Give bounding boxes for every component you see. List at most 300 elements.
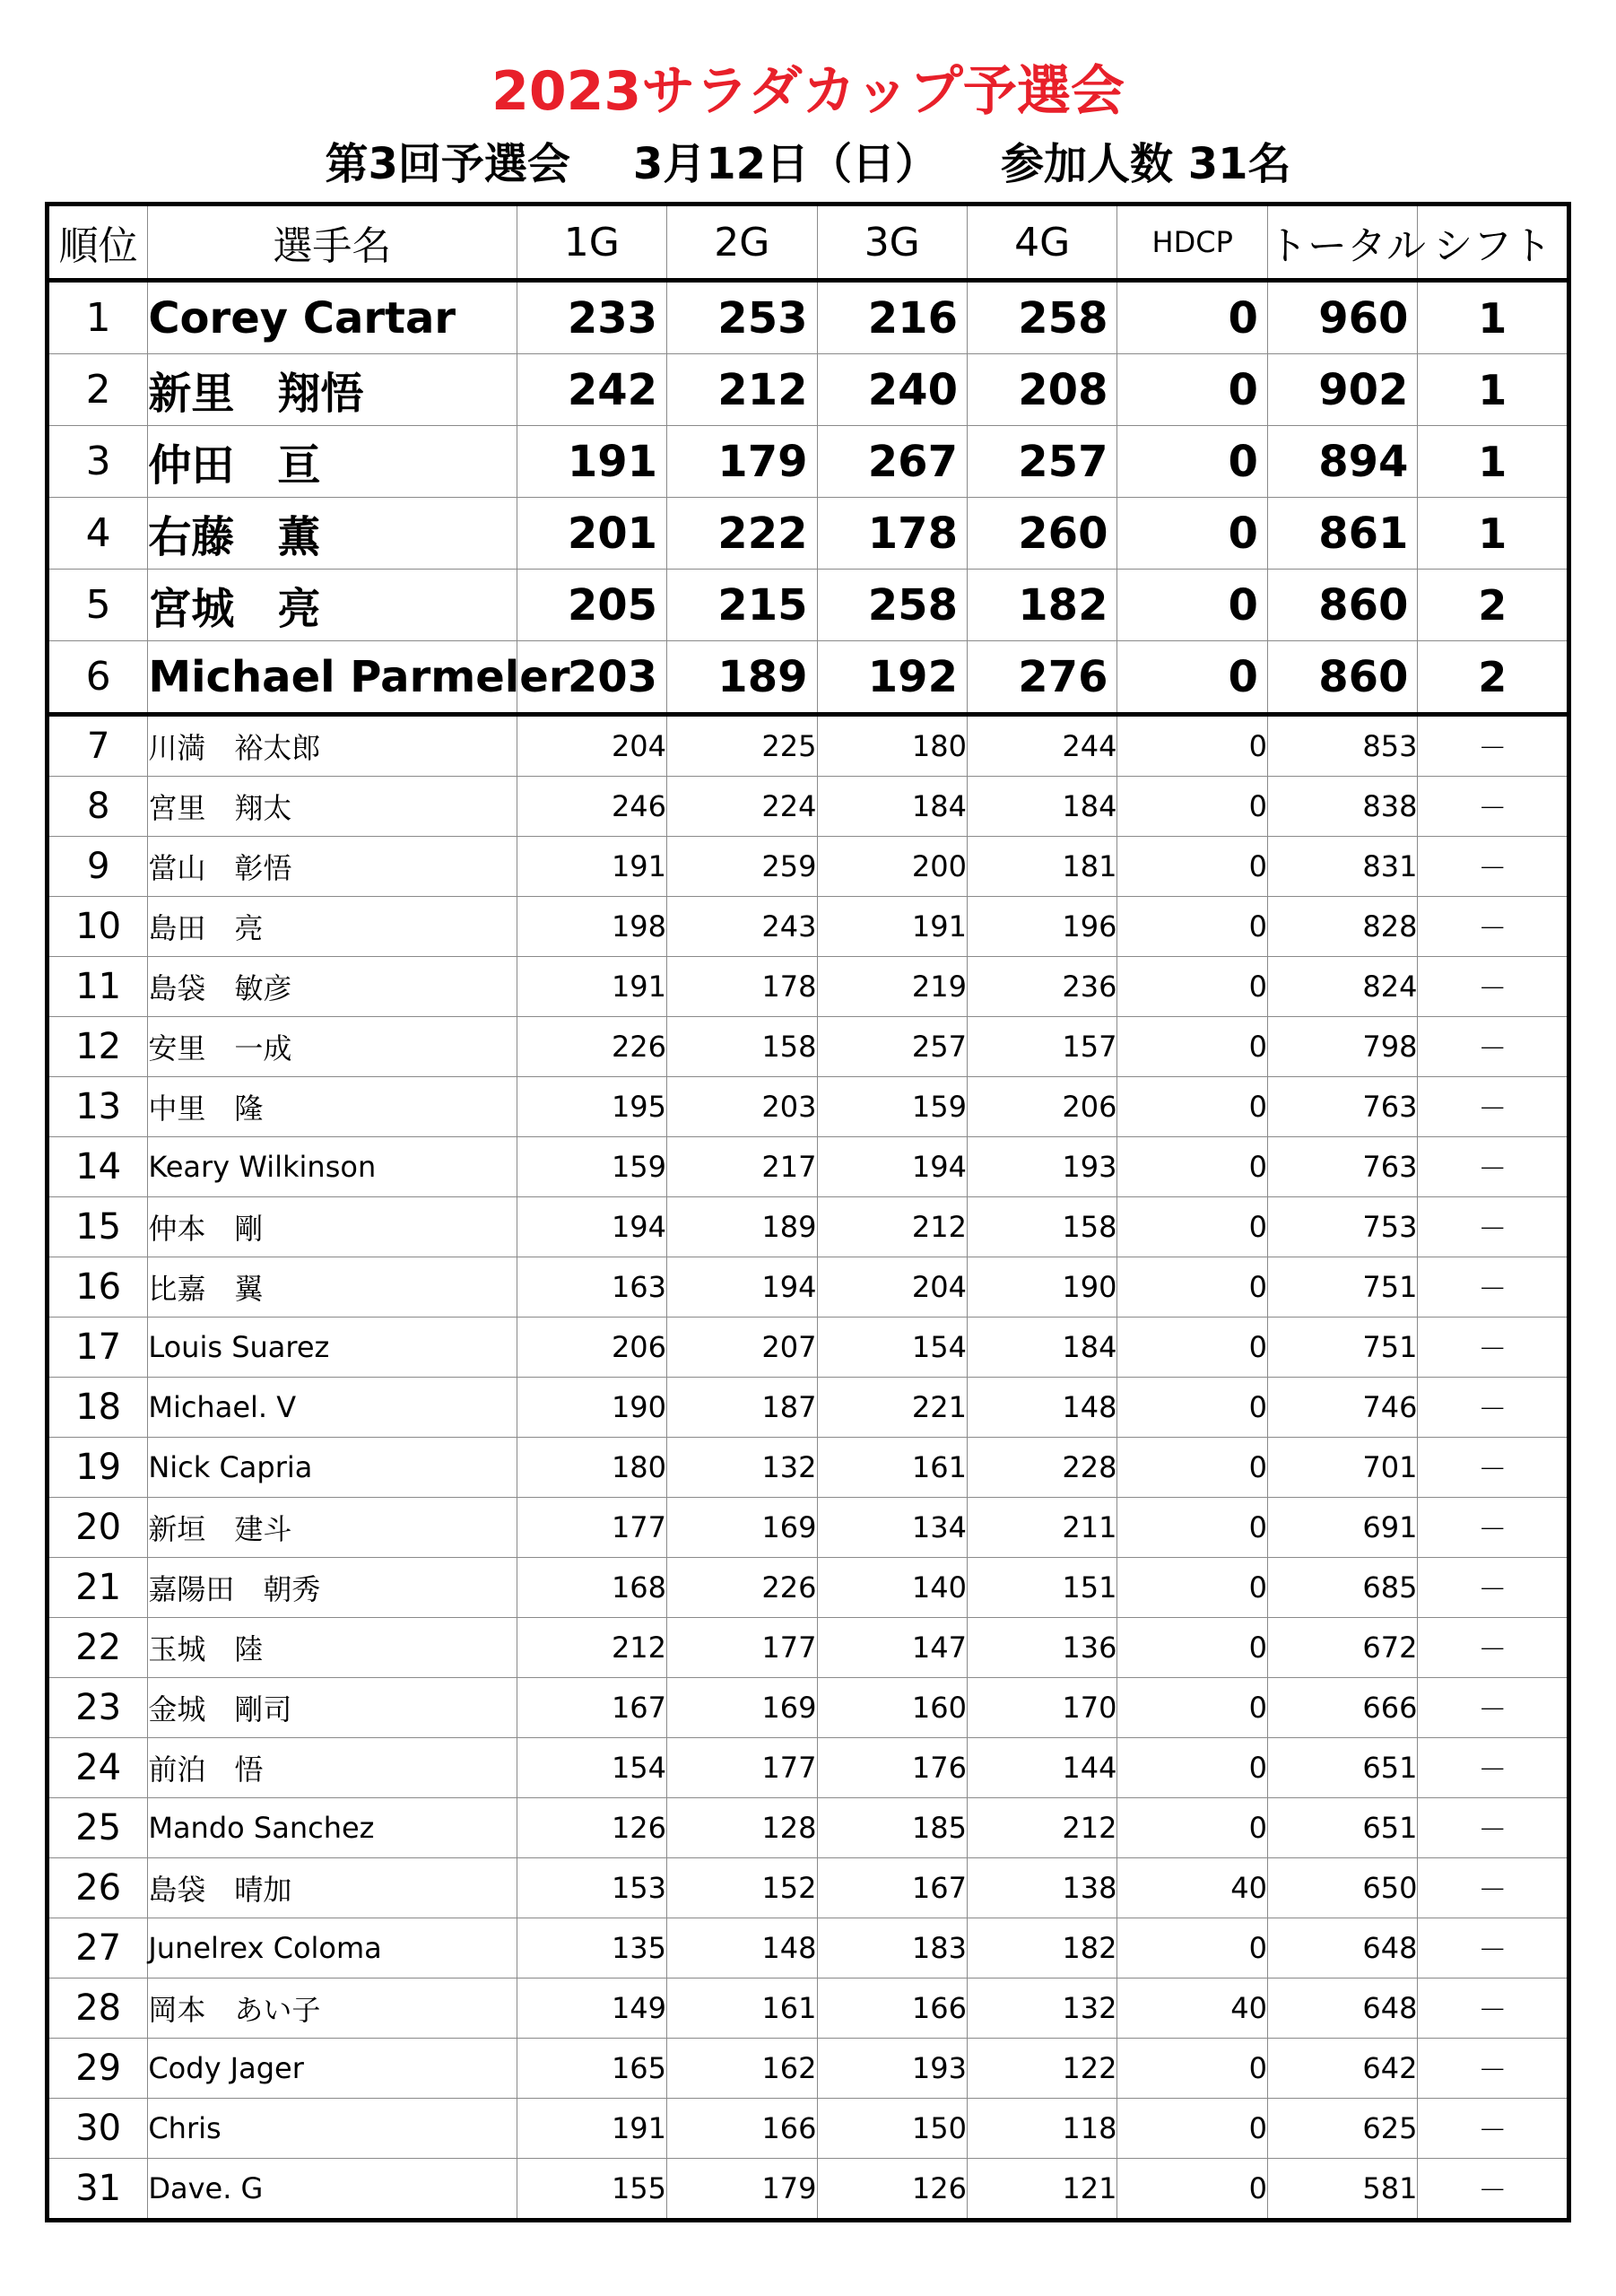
player-name-cell: 仲田 亘 bbox=[148, 426, 517, 498]
total-cell: 831 bbox=[1267, 837, 1417, 897]
total-cell: 838 bbox=[1267, 777, 1417, 837]
rank-cell: 28 bbox=[48, 1979, 148, 2039]
rank-cell: 21 bbox=[48, 1558, 148, 1618]
table-row bbox=[48, 1137, 1569, 1197]
player-name-cell: 仲本 剛 bbox=[148, 1197, 517, 1257]
game-3-cell: 178 bbox=[817, 498, 967, 570]
player-name-cell: 比嘉 翼 bbox=[148, 1257, 517, 1318]
game-4-cell: 208 bbox=[967, 354, 1116, 426]
table-row bbox=[48, 1017, 1569, 1077]
total-cell: 651 bbox=[1267, 1798, 1417, 1858]
game-3-cell: 184 bbox=[817, 777, 967, 837]
game-3-cell: 180 bbox=[817, 715, 967, 777]
handicap-cell: 0 bbox=[1117, 498, 1267, 570]
game-2-cell: 148 bbox=[667, 1918, 817, 1979]
game-2-cell: 224 bbox=[667, 777, 817, 837]
total-cell: 751 bbox=[1267, 1318, 1417, 1378]
table-row bbox=[48, 957, 1569, 1017]
rank-cell: 11 bbox=[48, 957, 148, 1017]
game-3-cell: 204 bbox=[817, 1257, 967, 1318]
total-cell: 642 bbox=[1267, 2039, 1417, 2099]
game-1-cell: 168 bbox=[517, 1558, 666, 1618]
game-3-cell: 154 bbox=[817, 1318, 967, 1378]
shift-cell: － bbox=[1418, 1017, 1569, 1077]
game-4-cell: 136 bbox=[967, 1618, 1116, 1678]
game-2-cell: 177 bbox=[667, 1618, 817, 1678]
document-subtitle bbox=[0, 135, 1616, 194]
header-player-name: 選手名 bbox=[148, 204, 517, 281]
game-3-cell: 212 bbox=[817, 1197, 967, 1257]
shift-cell: － bbox=[1418, 1618, 1569, 1678]
shift-cell: － bbox=[1418, 715, 1569, 777]
game-3-cell: 194 bbox=[817, 1137, 967, 1197]
shift-cell: 1 bbox=[1418, 281, 1569, 354]
qualifier-rows bbox=[48, 281, 1569, 715]
game-4-cell: 151 bbox=[967, 1558, 1116, 1618]
game-1-cell: 159 bbox=[517, 1137, 666, 1197]
game-2-cell: 161 bbox=[667, 1979, 817, 2039]
rank-cell: 6 bbox=[48, 641, 148, 715]
game-3-cell: 267 bbox=[817, 426, 967, 498]
handicap-cell: 0 bbox=[1117, 1257, 1267, 1318]
handicap-cell: 0 bbox=[1117, 1618, 1267, 1678]
game-1-cell: 153 bbox=[517, 1858, 666, 1918]
handicap-cell: 0 bbox=[1117, 1017, 1267, 1077]
table-row bbox=[48, 1618, 1569, 1678]
header-row bbox=[48, 204, 1569, 281]
table-row bbox=[48, 426, 1569, 498]
rank-cell: 18 bbox=[48, 1378, 148, 1438]
player-name-cell: Dave. G bbox=[148, 2159, 517, 2221]
game-3-cell: 193 bbox=[817, 2039, 967, 2099]
game-2-cell: 158 bbox=[667, 1017, 817, 1077]
rank-cell: 9 bbox=[48, 837, 148, 897]
event-date: 3月12日（日） bbox=[632, 139, 939, 189]
shift-cell: － bbox=[1418, 1558, 1569, 1618]
total-cell: 648 bbox=[1267, 1979, 1417, 2039]
game-4-cell: 196 bbox=[967, 897, 1116, 957]
handicap-cell: 0 bbox=[1117, 777, 1267, 837]
game-3-cell: 219 bbox=[817, 957, 967, 1017]
table-row bbox=[48, 1918, 1569, 1979]
player-name-cell: 岡本 あい子 bbox=[148, 1979, 517, 2039]
table-row bbox=[48, 1318, 1569, 1378]
game-3-cell: 140 bbox=[817, 1558, 967, 1618]
game-4-cell: 121 bbox=[967, 2159, 1116, 2221]
header-total: トータル bbox=[1267, 204, 1417, 281]
game-2-cell: 207 bbox=[667, 1318, 817, 1378]
game-1-cell: 226 bbox=[517, 1017, 666, 1077]
player-name-cell: Corey Cartar bbox=[148, 281, 517, 354]
game-2-cell: 194 bbox=[667, 1257, 817, 1318]
game-4-cell: 228 bbox=[967, 1438, 1116, 1498]
table-row bbox=[48, 1738, 1569, 1798]
handicap-cell: 0 bbox=[1117, 837, 1267, 897]
shift-cell: 2 bbox=[1418, 641, 1569, 715]
game-2-cell: 217 bbox=[667, 1137, 817, 1197]
game-2-cell: 187 bbox=[667, 1378, 817, 1438]
game-1-cell: 191 bbox=[517, 426, 666, 498]
handicap-cell: 0 bbox=[1117, 1738, 1267, 1798]
handicap-cell: 0 bbox=[1117, 1378, 1267, 1438]
game-1-cell: 126 bbox=[517, 1798, 666, 1858]
rank-cell: 13 bbox=[48, 1077, 148, 1137]
game-4-cell: 132 bbox=[967, 1979, 1116, 2039]
game-3-cell: 216 bbox=[817, 281, 967, 354]
table-row bbox=[48, 1498, 1569, 1558]
total-cell: 860 bbox=[1267, 570, 1417, 641]
rank-cell: 16 bbox=[48, 1257, 148, 1318]
total-cell: 828 bbox=[1267, 897, 1417, 957]
game-2-cell: 189 bbox=[667, 1197, 817, 1257]
shift-cell: － bbox=[1418, 1378, 1569, 1438]
total-cell: 685 bbox=[1267, 1558, 1417, 1618]
game-4-cell: 244 bbox=[967, 715, 1116, 777]
player-name-cell: Junelrex Coloma bbox=[148, 1918, 517, 1979]
player-name-cell: 宮里 翔太 bbox=[148, 777, 517, 837]
table-row bbox=[48, 354, 1569, 426]
total-cell: 672 bbox=[1267, 1618, 1417, 1678]
game-2-cell: 212 bbox=[667, 354, 817, 426]
shift-cell: － bbox=[1418, 2039, 1569, 2099]
game-4-cell: 122 bbox=[967, 2039, 1116, 2099]
total-cell: 666 bbox=[1267, 1678, 1417, 1738]
game-3-cell: 161 bbox=[817, 1438, 967, 1498]
game-4-cell: 144 bbox=[967, 1738, 1116, 1798]
game-4-cell: 184 bbox=[967, 1318, 1116, 1378]
game-2-cell: 225 bbox=[667, 715, 817, 777]
handicap-cell: 0 bbox=[1117, 281, 1267, 354]
total-cell: 753 bbox=[1267, 1197, 1417, 1257]
game-2-cell: 253 bbox=[667, 281, 817, 354]
game-2-cell: 222 bbox=[667, 498, 817, 570]
handicap-cell: 0 bbox=[1117, 426, 1267, 498]
player-name-cell: 玉城 陸 bbox=[148, 1618, 517, 1678]
game-4-cell: 182 bbox=[967, 570, 1116, 641]
game-4-cell: 181 bbox=[967, 837, 1116, 897]
game-3-cell: 257 bbox=[817, 1017, 967, 1077]
handicap-cell: 0 bbox=[1117, 2099, 1267, 2159]
total-cell: 746 bbox=[1267, 1378, 1417, 1438]
rank-cell: 14 bbox=[48, 1137, 148, 1197]
rank-cell: 3 bbox=[48, 426, 148, 498]
table-row bbox=[48, 715, 1569, 777]
game-1-cell: 190 bbox=[517, 1378, 666, 1438]
total-cell: 651 bbox=[1267, 1738, 1417, 1798]
rank-cell: 26 bbox=[48, 1858, 148, 1918]
game-4-cell: 138 bbox=[967, 1858, 1116, 1918]
rank-cell: 29 bbox=[48, 2039, 148, 2099]
handicap-cell: 0 bbox=[1117, 2039, 1267, 2099]
game-4-cell: 260 bbox=[967, 498, 1116, 570]
game-2-cell: 189 bbox=[667, 641, 817, 715]
shift-cell: 1 bbox=[1418, 426, 1569, 498]
shift-cell: － bbox=[1418, 2099, 1569, 2159]
game-1-cell: 155 bbox=[517, 2159, 666, 2221]
total-cell: 902 bbox=[1267, 354, 1417, 426]
rank-cell: 31 bbox=[75, 2168, 122, 2209]
game-3-cell: 183 bbox=[817, 1918, 967, 1979]
handicap-cell: 0 bbox=[1117, 354, 1267, 426]
handicap-cell: 0 bbox=[1117, 1137, 1267, 1197]
game-1-cell: 194 bbox=[517, 1197, 666, 1257]
shift-cell: － bbox=[1418, 1498, 1569, 1558]
total-cell: 650 bbox=[1267, 1858, 1417, 1918]
player-name-cell: 中里 隆 bbox=[148, 1077, 517, 1137]
other-rows bbox=[48, 715, 1569, 2221]
game-3-cell: 221 bbox=[817, 1378, 967, 1438]
game-4-cell: 157 bbox=[967, 1017, 1116, 1077]
total-cell: 894 bbox=[1267, 426, 1417, 498]
player-name-cell: Michael. V bbox=[148, 1378, 517, 1438]
player-name-cell: Nick Capria bbox=[148, 1438, 517, 1498]
game-1-cell: 165 bbox=[517, 2039, 666, 2099]
shift-cell: － bbox=[1418, 1798, 1569, 1858]
rank-cell: 24 bbox=[48, 1738, 148, 1798]
shift-cell: － bbox=[1418, 1077, 1569, 1137]
shift-cell: － bbox=[1418, 957, 1569, 1017]
game-1-cell: 205 bbox=[517, 570, 666, 641]
game-3-cell: 240 bbox=[817, 354, 967, 426]
game-1-cell: 163 bbox=[517, 1257, 666, 1318]
shift-cell: － bbox=[1418, 1738, 1569, 1798]
handicap-cell: 0 bbox=[1117, 1678, 1267, 1738]
shift-cell: － bbox=[1418, 1257, 1569, 1318]
round-label: 第3回予選会 bbox=[325, 139, 570, 189]
player-name-cell: Louis Suarez bbox=[148, 1318, 517, 1378]
game-3-cell: 176 bbox=[817, 1738, 967, 1798]
handicap-cell: 0 bbox=[1117, 1498, 1267, 1558]
game-4-cell: 190 bbox=[967, 1257, 1116, 1318]
total-cell: 648 bbox=[1267, 1918, 1417, 1979]
game-1-cell: 201 bbox=[517, 498, 666, 570]
player-name-cell: 嘉陽田 朝秀 bbox=[148, 1558, 517, 1618]
table-row bbox=[48, 777, 1569, 837]
table-row bbox=[48, 570, 1569, 641]
game-2-cell: 203 bbox=[667, 1077, 817, 1137]
game-4-cell: 182 bbox=[967, 1918, 1116, 1979]
game-2-cell: 179 bbox=[667, 2159, 817, 2221]
table-row bbox=[48, 837, 1569, 897]
table-row bbox=[48, 1257, 1569, 1318]
rank-cell: 12 bbox=[48, 1017, 148, 1077]
rank-cell: 15 bbox=[48, 1197, 148, 1257]
total-cell: 751 bbox=[1267, 1257, 1417, 1318]
total-cell: 860 bbox=[1267, 641, 1417, 715]
header-game-1: 1G bbox=[517, 204, 666, 281]
total-cell: 581 bbox=[1267, 2159, 1417, 2221]
game-1-cell: 154 bbox=[517, 1738, 666, 1798]
total-cell: 861 bbox=[1267, 498, 1417, 570]
player-name-cell: 島袋 敏彦 bbox=[148, 957, 517, 1017]
handicap-cell: 0 bbox=[1117, 1918, 1267, 1979]
rank-cell: 27 bbox=[48, 1918, 148, 1979]
header-game-4: 4G bbox=[967, 204, 1116, 281]
game-1-cell: 195 bbox=[517, 1077, 666, 1137]
rank-cell: 2 bbox=[48, 354, 148, 426]
game-1-cell: 191 bbox=[517, 957, 666, 1017]
table-row bbox=[48, 1438, 1569, 1498]
game-4-cell: 148 bbox=[967, 1378, 1116, 1438]
header-handicap: HDCP bbox=[1117, 204, 1267, 281]
game-4-cell: 158 bbox=[967, 1197, 1116, 1257]
game-1-cell: 180 bbox=[517, 1438, 666, 1498]
handicap-cell: 0 bbox=[1117, 570, 1267, 641]
game-3-cell: 167 bbox=[817, 1858, 967, 1918]
game-3-cell: 185 bbox=[817, 1798, 967, 1858]
total-cell: 691 bbox=[1267, 1498, 1417, 1558]
rank-cell: 19 bbox=[48, 1438, 148, 1498]
player-name-cell: 川満 裕太郎 bbox=[148, 715, 517, 777]
game-4-cell: 184 bbox=[967, 777, 1116, 837]
table-row bbox=[48, 897, 1569, 957]
game-3-cell: 126 bbox=[817, 2159, 967, 2221]
game-1-cell: 191 bbox=[517, 2099, 666, 2159]
header-shift: シフト bbox=[1418, 204, 1569, 281]
player-name-cell: 金城 剛司 bbox=[148, 1678, 517, 1738]
player-name-cell: 安里 一成 bbox=[148, 1017, 517, 1077]
handicap-cell: 0 bbox=[1117, 1318, 1267, 1378]
game-4-cell: 276 bbox=[967, 641, 1116, 715]
game-4-cell: 170 bbox=[967, 1678, 1116, 1738]
rank-cell: 10 bbox=[48, 897, 148, 957]
game-1-cell: 177 bbox=[517, 1498, 666, 1558]
game-2-cell: 132 bbox=[667, 1438, 817, 1498]
game-2-cell: 128 bbox=[667, 1798, 817, 1858]
shift-cell: － bbox=[1418, 1858, 1569, 1918]
handicap-cell: 40 bbox=[1117, 1979, 1267, 2039]
game-3-cell: 192 bbox=[817, 641, 967, 715]
shift-cell: － bbox=[1418, 1918, 1569, 1979]
table-row bbox=[48, 2159, 1569, 2221]
game-1-cell: 167 bbox=[517, 1678, 666, 1738]
table-row bbox=[48, 2039, 1569, 2099]
player-name-cell: Mando Sanchez bbox=[148, 1798, 517, 1858]
game-2-cell: 178 bbox=[667, 957, 817, 1017]
player-name-cell: 前泊 悟 bbox=[148, 1738, 517, 1798]
handicap-cell: 0 bbox=[1117, 715, 1267, 777]
rank-cell: 25 bbox=[48, 1798, 148, 1858]
game-1-cell: 204 bbox=[517, 715, 666, 777]
total-cell: 625 bbox=[1267, 2099, 1417, 2159]
header-game-2: 2G bbox=[667, 204, 817, 281]
player-name-cell: Keary Wilkinson bbox=[148, 1137, 517, 1197]
handicap-cell: 0 bbox=[1117, 957, 1267, 1017]
shift-cell: － bbox=[1418, 1678, 1569, 1738]
game-2-cell: 169 bbox=[667, 1498, 817, 1558]
game-2-cell: 166 bbox=[667, 2099, 817, 2159]
game-4-cell: 212 bbox=[967, 1798, 1116, 1858]
game-4-cell: 118 bbox=[967, 2099, 1116, 2159]
game-1-cell: 246 bbox=[517, 777, 666, 837]
handicap-cell: 0 bbox=[1117, 2159, 1267, 2221]
game-3-cell: 147 bbox=[817, 1618, 967, 1678]
handicap-cell: 0 bbox=[1117, 641, 1267, 715]
total-cell: 853 bbox=[1267, 715, 1417, 777]
shift-cell: － bbox=[1418, 1979, 1569, 2039]
table-row bbox=[48, 2099, 1569, 2159]
game-2-cell: 215 bbox=[667, 570, 817, 641]
shift-cell: 2 bbox=[1418, 570, 1569, 641]
rank-cell: 23 bbox=[48, 1678, 148, 1738]
results-table bbox=[45, 202, 1571, 2222]
table-row bbox=[48, 1678, 1569, 1738]
rank-cell: 17 bbox=[48, 1318, 148, 1378]
player-name-cell: 當山 彰悟 bbox=[148, 837, 517, 897]
handicap-cell: 40 bbox=[1117, 1858, 1267, 1918]
rank-cell: 5 bbox=[48, 570, 148, 641]
game-2-cell: 226 bbox=[667, 1558, 817, 1618]
player-name-cell: 右藤 薫 bbox=[148, 498, 517, 570]
document-title: 2023サラダカップ予選会 bbox=[491, 60, 1125, 123]
rank-cell: 4 bbox=[48, 498, 148, 570]
table-row bbox=[48, 281, 1569, 354]
game-2-cell: 177 bbox=[667, 1738, 817, 1798]
game-4-cell: 258 bbox=[967, 281, 1116, 354]
handicap-cell: 0 bbox=[1117, 1798, 1267, 1858]
table-row bbox=[48, 1558, 1569, 1618]
total-cell: 824 bbox=[1267, 957, 1417, 1017]
game-4-cell: 236 bbox=[967, 957, 1116, 1017]
handicap-cell: 0 bbox=[1117, 1558, 1267, 1618]
table-row bbox=[48, 641, 1569, 715]
player-name-cell: Chris bbox=[148, 2099, 517, 2159]
table-row bbox=[48, 1798, 1569, 1858]
shift-cell: － bbox=[1418, 1137, 1569, 1197]
total-cell: 763 bbox=[1267, 1137, 1417, 1197]
player-name-cell: 宮城 亮 bbox=[148, 570, 517, 641]
game-3-cell: 200 bbox=[817, 837, 967, 897]
total-cell: 763 bbox=[1267, 1077, 1417, 1137]
game-3-cell: 191 bbox=[817, 897, 967, 957]
handicap-cell: 0 bbox=[1117, 1438, 1267, 1498]
table-row bbox=[48, 1077, 1569, 1137]
game-3-cell: 166 bbox=[817, 1979, 967, 2039]
game-2-cell: 152 bbox=[667, 1858, 817, 1918]
shift-cell: － bbox=[1418, 897, 1569, 957]
shift-cell: － bbox=[1418, 777, 1569, 837]
total-cell: 960 bbox=[1267, 281, 1417, 354]
rank-cell: 8 bbox=[48, 777, 148, 837]
player-name-cell: 新里 翔悟 bbox=[148, 354, 517, 426]
handicap-cell: 0 bbox=[1117, 1197, 1267, 1257]
rank-cell: 22 bbox=[48, 1618, 148, 1678]
shift-cell: － bbox=[1418, 2159, 1569, 2221]
table-row bbox=[48, 1858, 1569, 1918]
table-row bbox=[48, 1197, 1569, 1257]
handicap-cell: 0 bbox=[1117, 1077, 1267, 1137]
player-name-cell: 島田 亮 bbox=[148, 897, 517, 957]
header-rank: 順位 bbox=[48, 204, 148, 281]
participant-count: 参加人数 31名 bbox=[1001, 139, 1291, 189]
player-name-cell: 島袋 晴加 bbox=[148, 1858, 517, 1918]
game-3-cell: 159 bbox=[817, 1077, 967, 1137]
table-row bbox=[48, 1378, 1569, 1438]
game-1-cell: 198 bbox=[517, 897, 666, 957]
shift-cell: － bbox=[1418, 1438, 1569, 1498]
header-game-3: 3G bbox=[817, 204, 967, 281]
game-1-cell: 233 bbox=[517, 281, 666, 354]
total-cell: 701 bbox=[1267, 1438, 1417, 1498]
game-1-cell: 212 bbox=[517, 1618, 666, 1678]
game-1-cell: 206 bbox=[517, 1318, 666, 1378]
game-2-cell: 259 bbox=[667, 837, 817, 897]
rank-cell: 1 bbox=[48, 281, 148, 354]
game-1-cell: 242 bbox=[517, 354, 666, 426]
handicap-cell: 0 bbox=[1117, 897, 1267, 957]
player-name-cell: Michael Parmeler bbox=[148, 641, 517, 715]
shift-cell: － bbox=[1418, 837, 1569, 897]
